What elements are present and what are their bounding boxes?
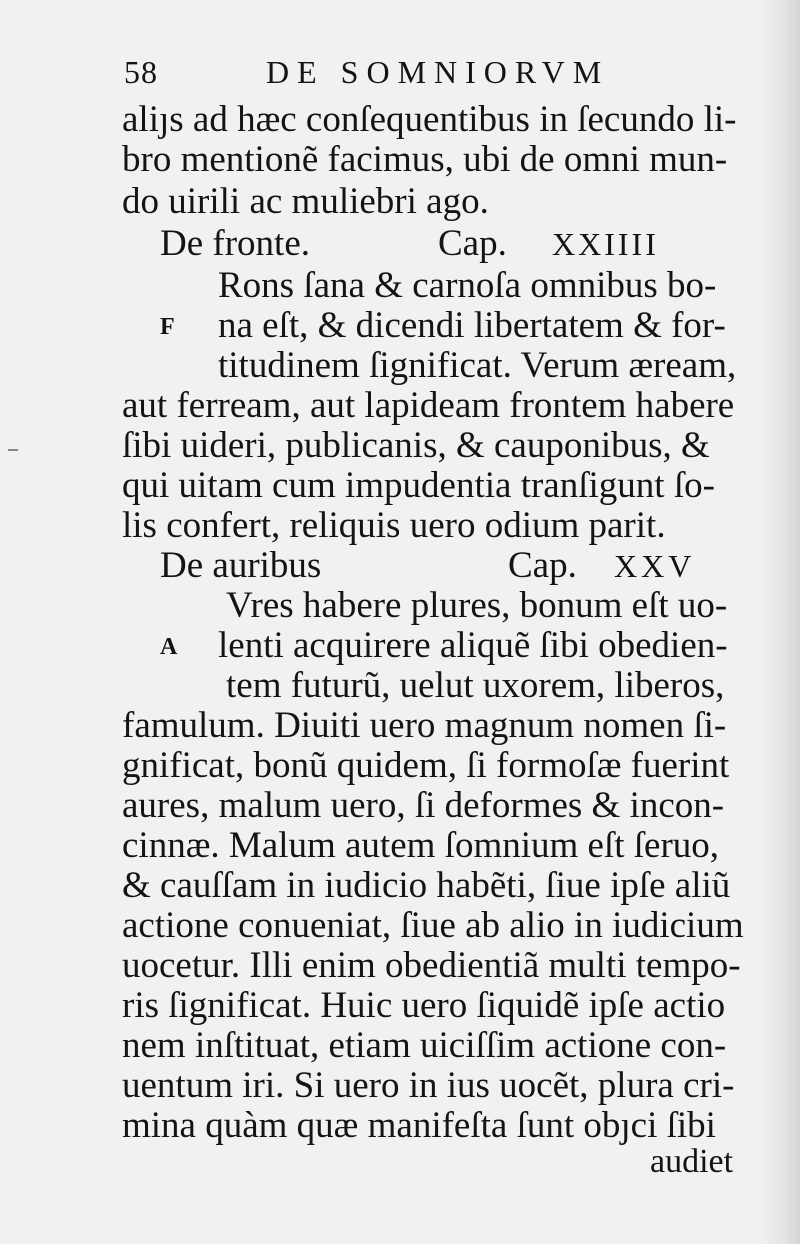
section-heading-auribus: De auribus — [160, 545, 322, 586]
section-heading-fronte: De fronte. — [160, 223, 310, 264]
text-line: aliȷs ad hæc conſequentibus in ſecundo li- — [122, 99, 737, 140]
pen-mark — [8, 449, 18, 451]
text-line: mina quàm quæ manifeſta ſunt obȷci ſibi — [122, 1105, 716, 1146]
margin-letter: F — [160, 314, 175, 340]
text-line: Vres habere plures, bonum eſt uo- — [226, 585, 728, 626]
text-line: lenti acquirere aliquẽ ſibi obedien- — [218, 625, 728, 666]
text-line: gnificat, bonũ quidem, ſi formoſæ fuerint — [122, 745, 730, 786]
text-line: ris ſignificat. Huic uero ſiquidẽ ipſe actio — [122, 985, 726, 1026]
text-line: nem inſtituat, etiam uiciſſim actione con- — [122, 1025, 727, 1066]
text-line: aures, malum uero, ſi deformes & incon- — [122, 785, 725, 826]
text-line: & cauſſam in iudicio habẽti, ſiue ipſe aliũ — [122, 865, 731, 906]
catchword: audiet — [650, 1143, 734, 1180]
text-line: titudinem ſignificat. Verum æream, — [218, 345, 737, 386]
text-line: do uirili ac muliebri ago. — [122, 181, 489, 222]
chapter-number: XXIIII — [552, 226, 659, 262]
text-line: ſibi uideri, publicanis, & cauponibus, & — [122, 425, 710, 466]
text-line: lis confert, reliquis uero odium parit. — [122, 505, 666, 546]
text-line: na eſt, & dicendi libertatem & for- — [218, 305, 726, 346]
text-line: uentum iri. Si uero in ius uocẽt, plura cri- — [122, 1065, 735, 1106]
chapter-label: Cap. — [508, 545, 577, 586]
text-line: aut ferream, aut lapideam frontem habere — [122, 385, 735, 426]
page-edge-shadow — [760, 0, 800, 1244]
text-line: actione conueniat, ſiue ab alio in iudicium — [122, 905, 744, 946]
text-line: tem futurũ, uelut uxorem, liberos, — [226, 665, 725, 706]
text-line: cinnæ. Malum autem ſomnium eſt ſeruo, — [122, 825, 720, 866]
running-title: DE SOMNIORVM — [266, 54, 610, 90]
text-line: uocetur. Illi enim obedientiã multi tempo- — [122, 945, 741, 986]
text-line: qui uitam cum impudentia tranſigunt ſo- — [122, 465, 715, 506]
chapter-label: Cap. — [438, 223, 507, 264]
chapter-number: XXV — [614, 548, 696, 584]
text-line: Rons ſana & carnoſa omnibus bo- — [218, 265, 717, 306]
margin-letter: A — [160, 634, 178, 660]
text-line: bro mentionẽ facimus, ubi de omni mun- — [122, 139, 728, 180]
text-line: famulum. Diuiti uero magnum nomen ſi- — [122, 705, 727, 746]
page-number: 58 — [124, 54, 158, 90]
